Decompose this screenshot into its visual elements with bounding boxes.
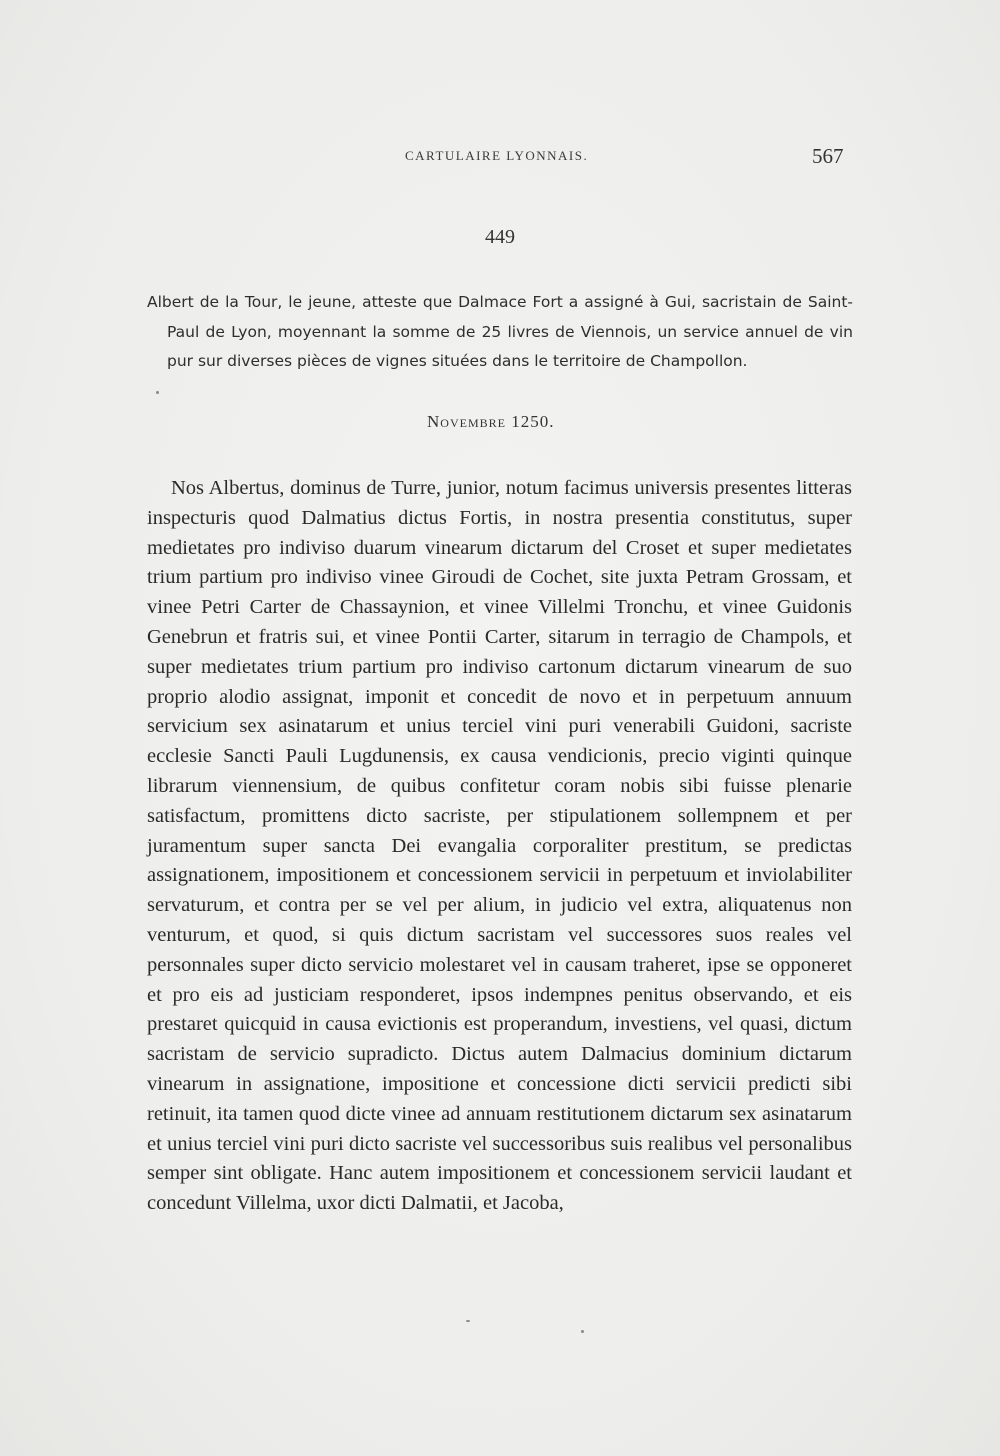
document-summary (147, 288, 853, 377)
page-number: 567 (812, 144, 844, 168)
document-number: 449 (485, 226, 515, 248)
date-year: 1250. (511, 412, 555, 431)
running-head (0, 144, 1000, 172)
running-title: CARTULAIRE LYONNAIS. (405, 148, 589, 163)
charter-paragraph: Nos Albertus, dominus de Turre, junior, notum facimus universis presentes litteras inspecturis quod Dalmatius dictus Fortis, in nostra presentia constitutus, super medietates pro indiviso duarum vinearum dictarum del Croset et super medietates trium partium pro indiviso vinee Giroudi de Cochet, site juxta Petram Grossam, et vinee Petri Carter de Chassaynion, et vinee Villelmi Tronchu, et vinee Guidonis Genebrun et fratris sui, et vinee Pontii Carter, sitarum in terragio de Champols, et super medietates trium partium pro indiviso cartonum dictarum vinearum de suo proprio alodio assignat, imponit et concedit de novo et in perpetuum annuum servicium sex asinatarum et unius terciel vini puri venerabili Guidoni, sacriste ecclesie Sancti Pauli Lugdunensis, ex causa vendicionis, precio viginti quinque librarum viennensium, de quibus confitetur coram nobis sibi fuisse plenarie satisfactum, promittens dicto sacriste, per stipulationem sollempnem et per juramentum super sancta Dei evangalia corporaliter prestitum, se predictas assignationem, impositionem et concessionem servicii in perpetuum et inviolabiliter servaturum, et contra per se vel per alium, in judicio vel extra, aliquatenus non venturum, et quod, si quis dictum sacristam vel successores suos reales vel personnales super dicto servicio molestaret vel in causam traheret, ipse se opponeret et pro eis ad justiciam responderet, ipsos indempnes penitus observando, et eis prestaret quicquid in causa evictionis est properandum, investiens, vel quasi, dictum sacristam de servicio supradicto. Dictus autem Dalmacius dominium dictarum vinearum in assignatione, impositione et concessione dicti servicii predicti sibi retinuit, ita tamen quod dicte vinee ad annuam restitutionem dictarum sex asinatarum et unius terciel vini puri dicto sacriste vel successoribus suis realibus vel personalibus semper sint obligate. Hanc autem impositionem et concessionem servicii laudant et concedunt Villelma, uxor dicti Dalmatii, et Jacoba, (147, 477, 852, 1215)
ink-speck (156, 391, 159, 394)
summary-text: Albert de la Tour, le jeune, atteste que Dalmace Fort a assigné à Gui, sacristain de Saint-Paul de Lyon, moyennant la somme de 25 livres de Viennois, un service annuel de vin pur sur diverses pièces de vignes situées dans le territoire de Champollon. (147, 293, 853, 370)
document-date (427, 412, 554, 432)
charter-text (147, 474, 852, 1219)
ink-speck (466, 1320, 470, 1322)
ink-speck (581, 1330, 584, 1333)
date-month: Novembre (427, 412, 506, 431)
